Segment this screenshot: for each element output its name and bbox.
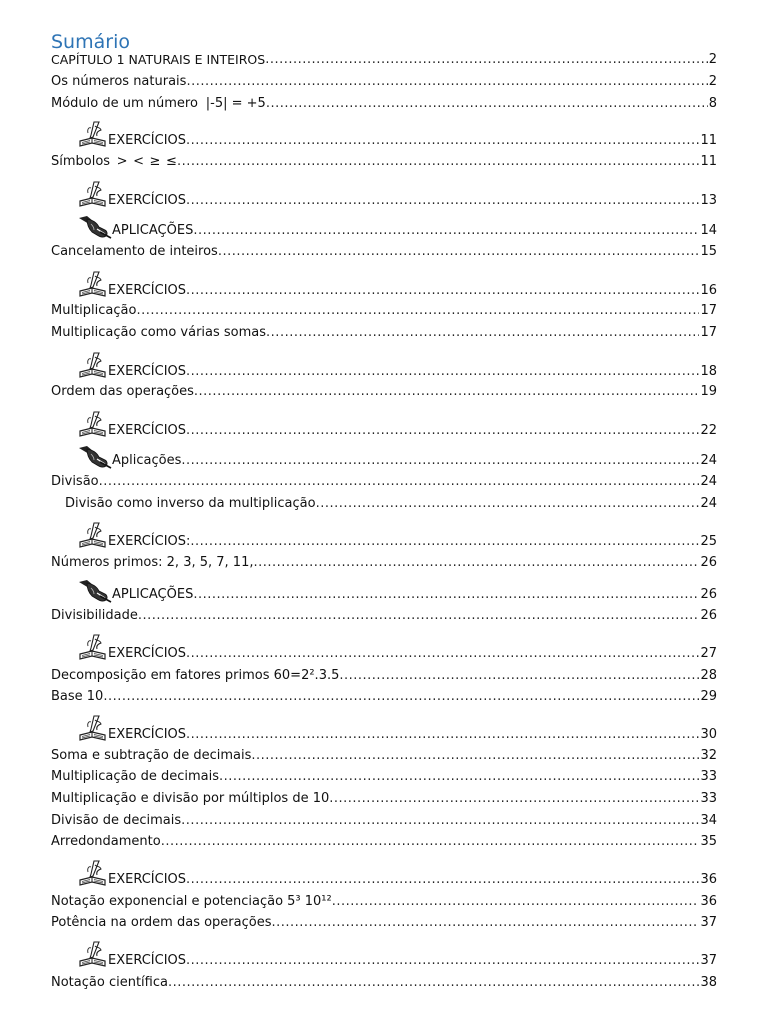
hand-pen-icon <box>78 215 112 239</box>
toc-entry[interactable] <box>51 791 717 807</box>
toc-entry[interactable] <box>51 52 717 68</box>
toc-leader-dots <box>181 453 699 469</box>
toc-entry-symbol: ≤ <box>166 154 177 169</box>
toc-leader-dots <box>332 894 700 910</box>
toc-entry[interactable] <box>78 579 717 603</box>
toc-entry-label: Multiplicação e divisão por múltiplos de 10 <box>51 791 330 806</box>
writing-book-icon <box>78 119 108 149</box>
toc-leader-dots <box>186 74 707 90</box>
toc-page-number: 38 <box>700 975 717 990</box>
toc-page-number: 30 <box>700 727 717 742</box>
toc-entry[interactable] <box>51 555 717 571</box>
writing-book-icon <box>78 350 108 380</box>
toc-entry-label: Aplicações <box>112 453 182 468</box>
toc-page-number: 24 <box>700 474 717 489</box>
toc-entry[interactable] <box>78 713 717 743</box>
toc-page-number: 24 <box>700 496 717 511</box>
toc-leader-dots <box>138 608 700 624</box>
toc-entry[interactable] <box>51 915 717 931</box>
toc-entry[interactable] <box>78 632 717 662</box>
toc-entry-label: CAPÍTULO 1 NATURAIS E INTEIROS <box>51 52 266 67</box>
toc-leader-dots <box>190 534 699 550</box>
toc-leader-dots <box>316 496 700 512</box>
toc-entry[interactable] <box>78 409 717 439</box>
writing-book-icon <box>78 269 108 299</box>
toc-page-number: 33 <box>700 769 717 784</box>
toc-entry-label: Notação científica <box>51 975 168 990</box>
toc-entry-label: Módulo de um número <box>51 96 198 111</box>
toc-entry-label: Números primos: 2, 3, 5, 7, 11, <box>51 555 254 570</box>
toc-page-number: 28 <box>700 668 717 683</box>
toc-leader-dots <box>193 223 699 239</box>
toc-page-number: 11 <box>700 133 717 148</box>
toc-entry[interactable] <box>51 96 717 112</box>
toc-entry[interactable] <box>78 520 717 550</box>
toc-entry-label: Símbolos <box>51 154 111 169</box>
toc-entry[interactable] <box>78 350 717 380</box>
toc-entry-label: EXERCÍCIOS <box>108 872 187 887</box>
toc-entry[interactable] <box>51 689 717 705</box>
writing-book-icon <box>78 858 108 888</box>
toc-page-number: 14 <box>700 223 717 238</box>
toc-leader-dots <box>161 834 700 850</box>
toc-leader-dots <box>339 668 699 684</box>
toc-page-number: 15 <box>700 244 717 259</box>
toc-page-number: 2 <box>708 74 717 89</box>
writing-book-icon <box>78 632 108 662</box>
hand-pen-icon <box>78 445 112 469</box>
toc-page-number: 37 <box>700 915 717 930</box>
toc-leader-dots <box>329 791 699 807</box>
toc-entry-label: EXERCÍCIOS <box>108 646 187 661</box>
toc-entry[interactable] <box>51 668 717 684</box>
toc-page-number: 26 <box>700 587 717 602</box>
toc-leader-dots <box>186 193 699 209</box>
toc-entry[interactable] <box>65 496 717 512</box>
toc-entry-label: EXERCÍCIOS <box>108 727 187 742</box>
toc-leader-dots <box>186 423 699 439</box>
toc-leader-dots <box>136 303 699 319</box>
toc-entry[interactable] <box>51 303 717 319</box>
toc-entry-label: EXERCÍCIOS <box>108 364 187 379</box>
toc-page-number: 25 <box>700 534 717 549</box>
toc-entry[interactable] <box>78 215 717 239</box>
toc-page-number: 36 <box>700 894 717 909</box>
toc-page-number: 18 <box>700 364 717 379</box>
toc-page-number: 8 <box>708 96 717 111</box>
toc-page-number: 22 <box>700 423 717 438</box>
toc-entry-label: Divisão como inverso da multiplicação <box>65 496 316 511</box>
toc-page-number: 33 <box>700 791 717 806</box>
toc-page-number: 29 <box>700 689 717 704</box>
toc-leader-dots <box>186 283 699 299</box>
writing-book-icon <box>78 520 108 550</box>
toc-leader-dots <box>99 474 700 490</box>
toc-entry[interactable] <box>51 384 717 400</box>
toc-entry-label: EXERCÍCIOS: <box>108 534 191 549</box>
toc-entry-label: Notação exponencial e potenciação 5³ 10¹² <box>51 894 332 909</box>
toc-leader-dots <box>253 555 699 571</box>
toc-page-number: 27 <box>700 646 717 661</box>
toc-entry[interactable] <box>78 445 717 469</box>
toc-entry[interactable] <box>51 748 717 764</box>
toc-entry-label: Divisão <box>51 474 99 489</box>
toc-leader-dots <box>186 872 699 888</box>
toc-leader-dots <box>103 689 699 705</box>
toc-entry[interactable] <box>51 244 717 260</box>
toc-entry-label: EXERCÍCIOS <box>108 133 187 148</box>
toc-page-number: 32 <box>700 748 717 763</box>
toc-leader-dots <box>272 915 700 931</box>
toc-entry-label: Os números naturais <box>51 74 187 89</box>
toc-entry[interactable] <box>78 269 717 299</box>
toc-entry[interactable] <box>78 119 717 149</box>
toc-entry-label: APLICAÇÕES <box>112 587 194 602</box>
toc-page-number: 37 <box>700 953 717 968</box>
toc-title: Sumário <box>51 31 130 53</box>
toc-entry-label: Multiplicação <box>51 303 137 318</box>
toc-leader-dots <box>186 727 699 743</box>
toc-leader-dots <box>266 325 699 341</box>
toc-entry[interactable] <box>51 834 717 850</box>
toc-leader-dots <box>186 646 699 662</box>
writing-book-icon <box>78 939 108 969</box>
toc-leader-dots <box>186 133 699 149</box>
toc-entry-symbol: > <box>116 154 128 169</box>
toc-leader-dots <box>251 748 699 764</box>
toc-page-number: 26 <box>700 555 717 570</box>
toc-page-number: 26 <box>700 608 717 623</box>
toc-entry-label: Arredondamento <box>51 834 161 849</box>
toc-entry-label: Multiplicação de decimais <box>51 769 219 784</box>
toc-leader-dots <box>218 244 700 260</box>
toc-entry[interactable] <box>78 179 717 209</box>
toc-leader-dots <box>266 96 708 112</box>
toc-entry-label: Divisão de decimais <box>51 813 182 828</box>
toc-entry-label: Soma e subtração de decimais <box>51 748 252 763</box>
toc-entry-symbol: ≥ <box>149 154 161 169</box>
writing-book-icon <box>78 409 108 439</box>
writing-book-icon <box>78 713 108 743</box>
toc-entry[interactable] <box>78 939 717 969</box>
toc-entry-label: Divisibilidade <box>51 608 138 623</box>
toc-leader-dots <box>186 953 699 969</box>
toc-page-number: 19 <box>700 384 717 399</box>
toc-entry[interactable] <box>51 154 717 170</box>
toc-page-number: 2 <box>708 52 717 67</box>
toc-entry-label: APLICAÇÕES <box>112 223 194 238</box>
toc-entry-label: EXERCÍCIOS <box>108 423 187 438</box>
toc-page-number: 34 <box>700 813 717 828</box>
toc-leader-dots <box>265 52 708 68</box>
toc-entry-label: EXERCÍCIOS <box>108 953 187 968</box>
hand-pen-icon <box>78 579 112 603</box>
toc-entry-label: EXERCÍCIOS <box>108 193 187 208</box>
toc-page-number: 11 <box>700 154 718 169</box>
toc-entry-label: Base 10 <box>51 689 104 704</box>
toc-page-number: 17 <box>700 303 717 318</box>
toc-entry[interactable] <box>51 474 717 490</box>
toc-leader-dots <box>168 975 700 991</box>
toc-entry[interactable] <box>51 813 717 829</box>
toc-leader-dots <box>186 364 699 380</box>
toc-page-number: 16 <box>700 283 717 298</box>
toc-entry-label: Potência na ordem das operações <box>51 915 272 930</box>
toc-entry-label: Ordem das operações <box>51 384 194 399</box>
toc-entry[interactable] <box>51 325 717 341</box>
toc-entry-label: Decomposição em fatores primos 60=2².3.5 <box>51 668 340 683</box>
toc-entry-formula: |-5| = +5 <box>205 96 266 111</box>
toc-page-number: 35 <box>700 834 717 849</box>
toc-entry-label: EXERCÍCIOS <box>108 283 187 298</box>
toc-page-number: 24 <box>700 453 717 468</box>
toc-entry-label: Multiplicação como várias somas <box>51 325 267 340</box>
toc-page-number: 36 <box>700 872 717 887</box>
toc-leader-dots <box>219 769 699 785</box>
toc-entry[interactable] <box>51 975 717 991</box>
toc-entry[interactable] <box>51 769 717 785</box>
toc-leader-dots <box>193 587 699 603</box>
toc-leader-dots <box>177 154 700 170</box>
toc-page-number: 17 <box>700 325 717 340</box>
writing-book-icon <box>78 179 108 209</box>
toc-entry[interactable] <box>51 894 717 910</box>
toc-entry-label: Cancelamento de inteiros <box>51 244 218 259</box>
toc-leader-dots <box>194 384 700 400</box>
toc-entry-symbol: < <box>133 154 144 169</box>
toc-entry[interactable] <box>78 858 717 888</box>
toc-entry[interactable] <box>51 608 717 624</box>
toc-entry[interactable] <box>51 74 717 90</box>
toc-leader-dots <box>181 813 699 829</box>
toc-page-number: 13 <box>700 193 717 208</box>
